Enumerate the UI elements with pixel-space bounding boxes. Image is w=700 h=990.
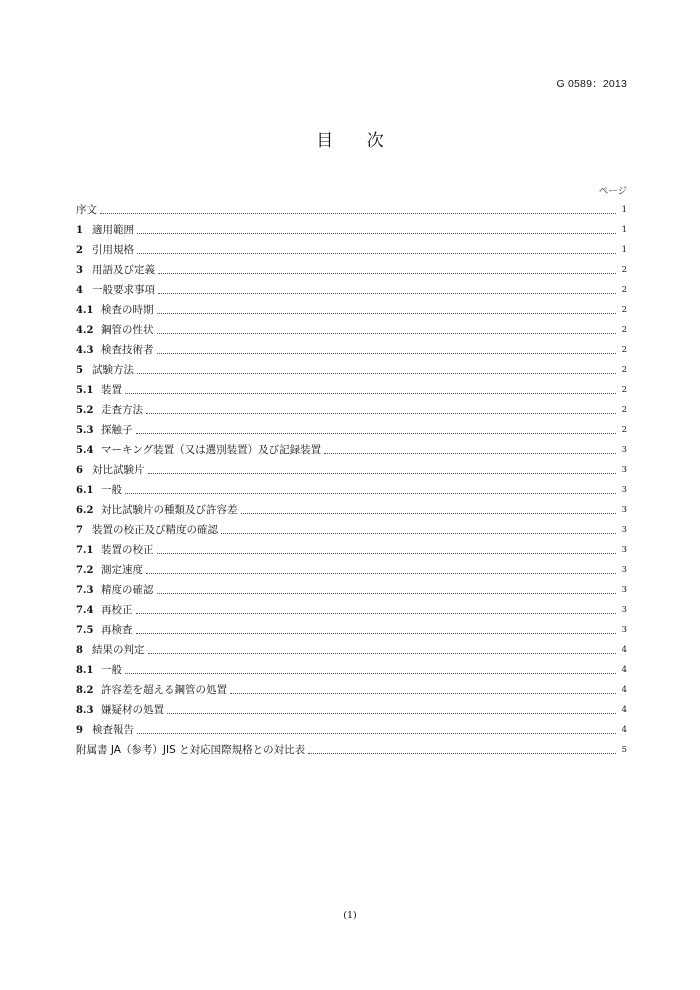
page-column-label: ページ	[598, 186, 627, 197]
toc-entry[interactable]	[76, 297, 627, 317]
toc-entry-page: 3	[621, 445, 627, 455]
footer-page-number: (1)	[343, 910, 357, 921]
toc-entry[interactable]	[76, 197, 627, 217]
toc-entry-number: 6	[76, 465, 83, 476]
toc-dot-leader	[146, 572, 616, 574]
toc-entry[interactable]	[76, 637, 627, 657]
toc-entry[interactable]	[76, 537, 627, 557]
toc-dot-leader	[158, 292, 616, 294]
toc-entry-page: 4	[621, 685, 627, 695]
toc-entry-title: 対比試験片	[92, 464, 145, 476]
toc-entry-page: 1	[621, 225, 627, 235]
toc-entry-title: 試験方法	[92, 364, 134, 376]
toc-dot-leader	[157, 552, 617, 554]
toc-dot-leader	[148, 652, 617, 654]
toc-entry-title: 対比試験片の種類及び許容差	[101, 504, 238, 516]
toc-entry-title: 適用範囲	[92, 224, 134, 236]
toc-entry[interactable]	[76, 477, 627, 497]
toc-entry-number: 1	[76, 225, 83, 236]
toc-entry[interactable]	[76, 217, 627, 237]
toc-entry-page: 2	[621, 405, 627, 415]
toc-dot-leader	[157, 332, 617, 334]
toc-entry[interactable]	[76, 517, 627, 537]
toc-entry-page: 3	[621, 525, 627, 535]
toc-entry-number: 3	[76, 265, 83, 276]
toc-dot-leader	[157, 592, 617, 594]
toc-entry-number: 2	[76, 245, 83, 256]
toc-entry-title: 装置の校正及び精度の確認	[92, 524, 218, 536]
page-title: 目 次	[316, 131, 398, 151]
toc-dot-leader	[136, 612, 617, 614]
toc-entry-title: 許容差を超える鋼管の処置	[101, 684, 227, 696]
toc-entry-title: 用語及び定義	[92, 264, 155, 276]
toc-dot-leader	[324, 452, 616, 454]
toc-dot-leader	[136, 432, 617, 434]
toc-entry[interactable]	[76, 337, 627, 357]
toc-entry-page: 2	[621, 265, 627, 275]
toc-entry[interactable]	[76, 457, 627, 477]
toc-entry[interactable]	[76, 437, 627, 457]
toc-entry-number: 7.3	[76, 585, 94, 596]
toc-entry-title: マーキング装置（又は選別装置）及び記録装置	[101, 444, 322, 456]
toc-entry-title: 検査技術者	[101, 344, 154, 356]
toc-entry-title: 附属書 JA（参考）JIS と対応国際規格との対比表	[76, 744, 306, 756]
toc-entry[interactable]	[76, 657, 627, 677]
toc-entry-title: 再校正	[101, 604, 133, 616]
toc-entry-number: 8	[76, 645, 83, 656]
toc-entry-number: 4.3	[76, 345, 94, 356]
toc-entry[interactable]	[76, 357, 627, 377]
toc-dot-leader	[157, 312, 617, 314]
toc-entry-page: 4	[621, 665, 627, 675]
toc-dot-leader	[241, 512, 617, 514]
toc-dot-leader	[148, 472, 617, 474]
toc-entry-number: 4.2	[76, 325, 94, 336]
toc-entry[interactable]	[76, 697, 627, 717]
toc-entry-number: 5.4	[76, 445, 94, 456]
toc-entry-number: 6.1	[76, 485, 94, 496]
toc-entry-page: 4	[621, 705, 627, 715]
toc-entry-page: 1	[621, 205, 627, 215]
toc-entry-title: 再検査	[101, 624, 133, 636]
toc-dot-leader	[137, 372, 616, 374]
toc-entry[interactable]	[76, 417, 627, 437]
toc-entry-number: 8.2	[76, 685, 94, 696]
toc-entry-page: 3	[621, 605, 627, 615]
toc-dot-leader	[137, 732, 616, 734]
toc-entry-number: 7.5	[76, 625, 94, 636]
toc-dot-leader	[146, 412, 616, 414]
document-id: G 0589：2013	[556, 78, 627, 90]
toc-dot-leader	[230, 692, 616, 694]
toc-dot-leader	[308, 752, 616, 754]
toc-dot-leader	[136, 632, 617, 634]
toc-entry[interactable]	[76, 557, 627, 577]
toc-entry-number: 7.4	[76, 605, 94, 616]
toc-entry-page: 3	[621, 505, 627, 515]
toc-entry-title: 測定速度	[101, 564, 143, 576]
toc-entry-title: 嫌疑材の処置	[101, 704, 164, 716]
toc-entry-title: 鋼管の性状	[101, 324, 154, 336]
toc-entry-title: 探触子	[101, 424, 133, 436]
toc-entry-page: 2	[621, 365, 627, 375]
toc-dot-leader	[100, 212, 616, 214]
toc-dot-leader	[125, 392, 616, 394]
toc-entry-number: 5.1	[76, 385, 94, 396]
toc-entry-number: 5.2	[76, 405, 94, 416]
toc-entry-title: 一般	[101, 664, 122, 676]
toc-dot-leader	[125, 492, 616, 494]
toc-entry[interactable]	[76, 237, 627, 257]
toc-entry-number: 5.3	[76, 425, 94, 436]
toc-entry-number: 4	[76, 285, 83, 296]
toc-entry-title: 引用規格	[92, 244, 134, 256]
toc-dot-leader	[125, 672, 616, 674]
toc-entry-page: 3	[621, 585, 627, 595]
toc-dot-leader	[221, 532, 616, 534]
toc-entry-page: 4	[621, 645, 627, 655]
toc-entry-number: 6.2	[76, 505, 94, 516]
toc-entry-page: 3	[621, 465, 627, 475]
toc-entry-title: 一般	[101, 484, 122, 496]
toc-entry-title: 精度の確認	[101, 584, 154, 596]
toc-entry-title: 装置の校正	[101, 544, 154, 556]
toc-entry[interactable]	[76, 377, 627, 397]
toc-entry-page: 2	[621, 305, 627, 315]
toc-entry[interactable]	[76, 597, 627, 617]
toc-entry-page: 2	[621, 345, 627, 355]
toc-entry-number: 4.1	[76, 305, 94, 316]
toc-entry-page: 2	[621, 285, 627, 295]
toc-entry-title: 一般要求事項	[92, 284, 155, 296]
toc-dot-leader	[137, 232, 616, 234]
toc-dot-leader	[167, 712, 616, 714]
toc-entry-title: 走査方法	[101, 404, 143, 416]
toc-entry[interactable]	[76, 257, 627, 277]
toc-entry-title: 検査の時期	[101, 304, 154, 316]
toc-entry-page: 2	[621, 325, 627, 335]
toc-entry-number: 8.1	[76, 665, 94, 676]
toc-entry[interactable]	[76, 397, 627, 417]
toc-dot-leader	[157, 352, 617, 354]
toc-entry-page: 3	[621, 485, 627, 495]
toc-entry[interactable]	[76, 677, 627, 697]
toc-entry-page: 4	[621, 725, 627, 735]
toc-dot-leader	[137, 252, 616, 254]
toc-entry[interactable]	[76, 737, 627, 757]
toc-entry-page: 5	[621, 745, 627, 755]
toc-entry-page: 1	[621, 245, 627, 255]
toc-entry-page: 2	[621, 425, 627, 435]
toc-entry-title: 装置	[101, 384, 122, 396]
toc-entry[interactable]	[76, 717, 627, 737]
toc-entry-number: 9	[76, 725, 83, 736]
toc-entry-page: 3	[621, 545, 627, 555]
toc-entry-number: 7.1	[76, 545, 94, 556]
toc-entry-number: 5	[76, 365, 83, 376]
toc-entry-page: 2	[621, 385, 627, 395]
toc-entry[interactable]	[76, 617, 627, 637]
toc-entry[interactable]	[76, 317, 627, 337]
toc-entry-title: 結果の判定	[92, 644, 145, 656]
toc-entry-title: 序文	[76, 204, 97, 216]
table-of-contents	[76, 197, 627, 757]
toc-entry-number: 7	[76, 525, 83, 536]
toc-dot-leader	[158, 272, 616, 274]
toc-entry[interactable]	[76, 497, 627, 517]
toc-entry-number: 7.2	[76, 565, 94, 576]
toc-entry-number: 8.3	[76, 705, 94, 716]
toc-entry[interactable]	[76, 577, 627, 597]
toc-entry-page: 3	[621, 625, 627, 635]
toc-entry[interactable]	[76, 277, 627, 297]
toc-entry-title: 検査報告	[92, 724, 134, 736]
toc-entry-page: 3	[621, 565, 627, 575]
